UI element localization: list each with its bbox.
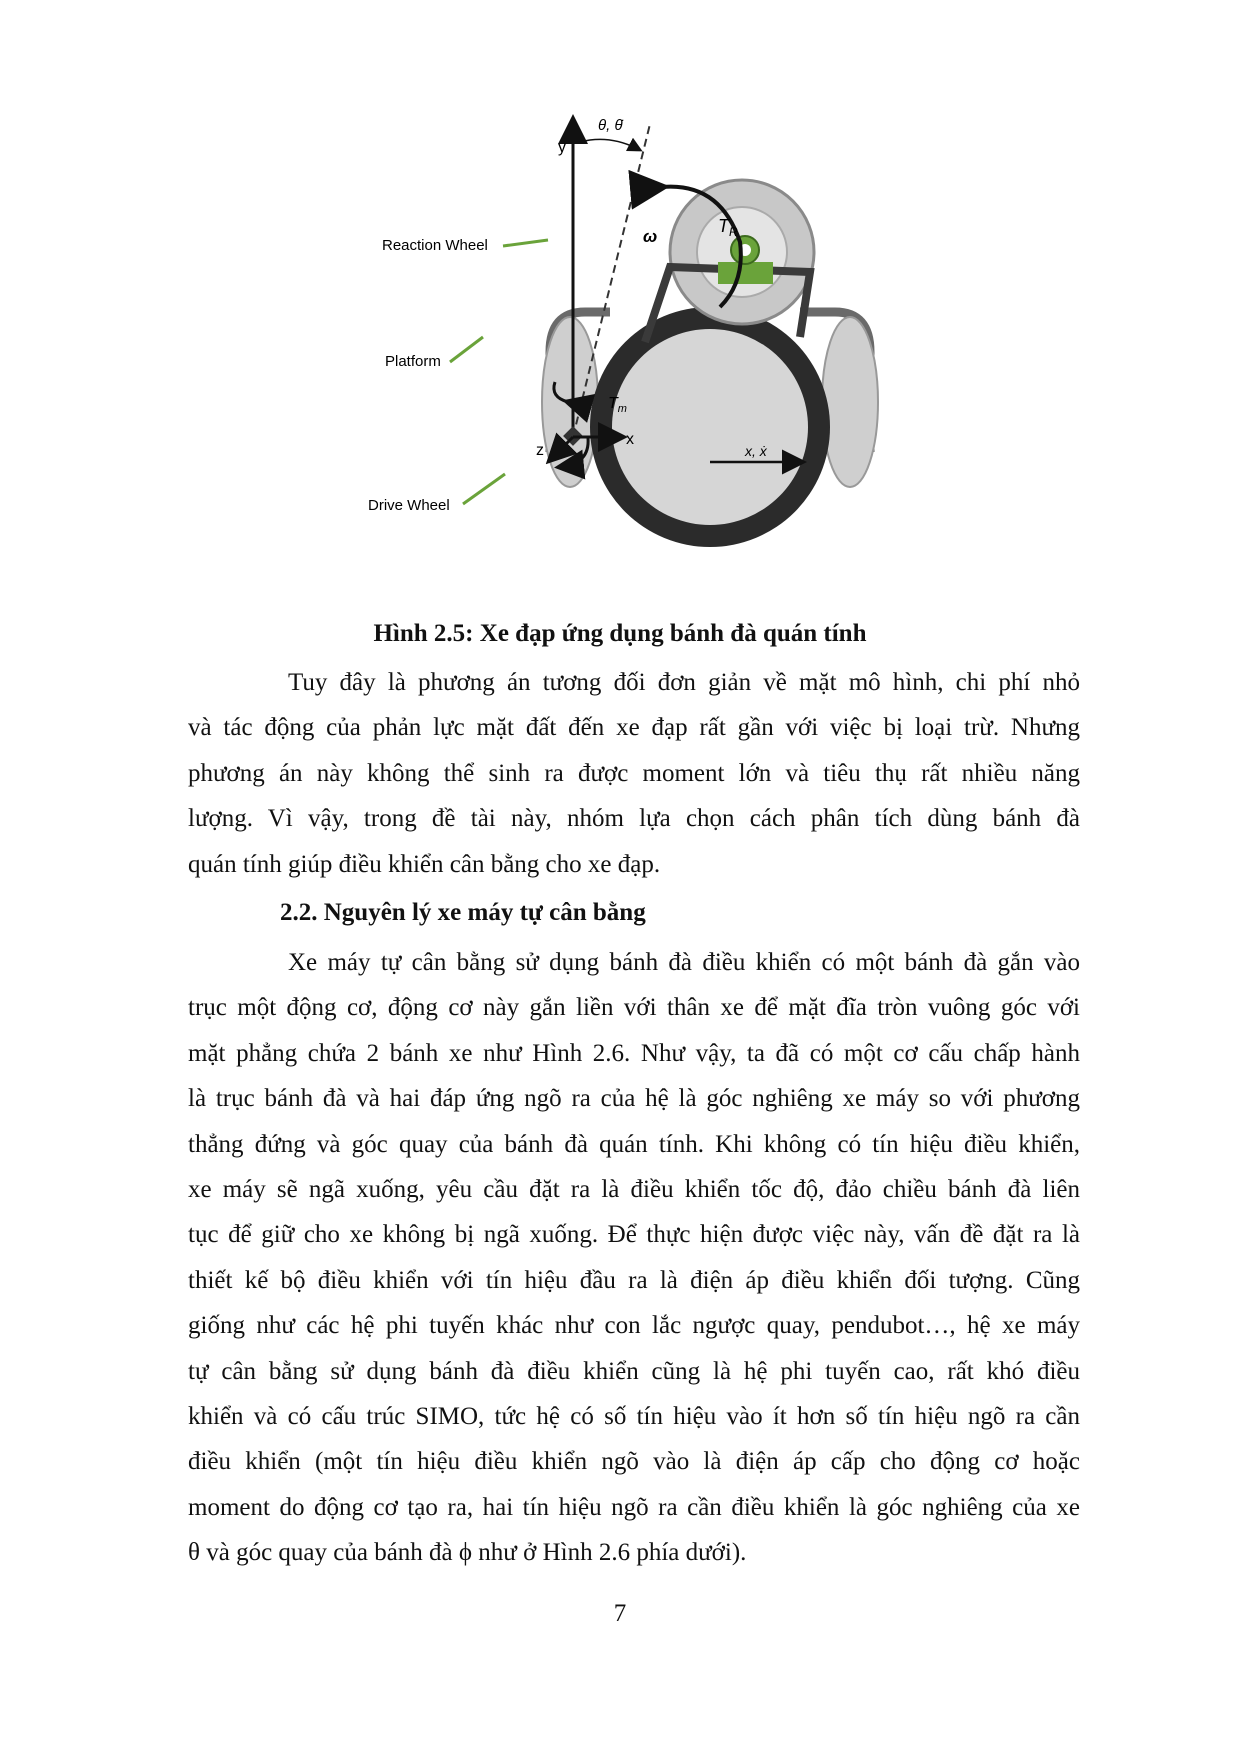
drive-wheel-hub bbox=[612, 329, 808, 525]
paragraph-2-line: khiển và có cấu trúc SIMO, tức hệ có số tín hiệu vào ít hơn số tín hiệu ngõ ra cần bbox=[188, 1403, 1080, 1431]
paragraph-2-line: thiết kế bộ điều khiển với tín hiệu đầu ra là điện áp điều khiển đối tượng. Cũng bbox=[188, 1266, 1080, 1294]
paragraph-1-line: Tuy đây là phương án tương đối đơn giản về mặt mô hình, chi phí nhỏ bbox=[288, 669, 1080, 696]
y-axis-label: y bbox=[558, 139, 566, 156]
omega-label: ω bbox=[643, 227, 658, 246]
paragraph-2-line: điều khiển (một tín hiệu điều khiển ngõ vào là điện áp cấp cho động cơ hoặc bbox=[188, 1448, 1080, 1476]
paragraph-1-line: và tác động của phản lực mặt đất đến xe đạp rất gần với việc bị loại trừ. Nhưng bbox=[188, 714, 1080, 742]
drive-wheel-label: Drive Wheel bbox=[368, 497, 450, 514]
side-roller-left bbox=[542, 317, 598, 487]
ground-x-label: x, ẋ bbox=[745, 443, 767, 459]
paragraph-2-line: trục một động cơ, động cơ này gắn liền với thân xe để mặt đĩa tròn vuông góc với bbox=[188, 994, 1080, 1022]
side-roller-right bbox=[822, 317, 878, 487]
platform-leader bbox=[450, 337, 483, 362]
figure-caption: Hình 2.5: Xe đạp ứng dụng bánh đà quán tính bbox=[373, 620, 867, 647]
paragraph-2-line: là trục bánh đà và hai đáp ứng ngõ ra của hệ là góc nghiêng xe máy so với phương bbox=[188, 1085, 1080, 1113]
figure-reaction-wheel-bicycle bbox=[368, 112, 920, 612]
page-number: 7 bbox=[613, 1600, 627, 1627]
platform-label: Platform bbox=[385, 353, 441, 370]
paragraph-2-line: moment do động cơ tạo ra, hai tín hiệu ngõ ra cần điều khiển là góc nghiêng của xe bbox=[188, 1493, 1080, 1521]
tm-label: $T_m$ bbox=[608, 395, 627, 415]
paragraph-1-line: quán tính giúp điều khiển cân bằng cho xe đạp. bbox=[188, 850, 661, 878]
paragraph-2-line: tự cân bằng sử dụng bánh đà điều khiển cũng là hệ phi tuyến cao, rất khó điều bbox=[188, 1357, 1080, 1385]
tr-label: $T_R$ bbox=[718, 216, 738, 239]
reaction-wheel-label: Reaction Wheel bbox=[382, 237, 488, 254]
theta-label: θ, θ̇ bbox=[598, 117, 623, 134]
paragraph-1-line: phương án này không thể sinh ra được moment lớn và tiêu thụ rất nhiều năng bbox=[188, 759, 1080, 787]
paragraph-2-line: giống như các hệ phi tuyến khác như con lắc ngược quay, pendubot…, hệ xe máy bbox=[188, 1312, 1080, 1340]
paragraph-2-line: mặt phẳng chứa 2 bánh xe như Hình 2.6. Như vậy, ta đã có một cơ cấu chấp hành bbox=[188, 1039, 1080, 1067]
paragraph-2-line: θ và góc quay của bánh đà ϕ như ở Hình 2.6 phía dưới). bbox=[188, 1539, 747, 1567]
motor-mount bbox=[718, 262, 773, 284]
paragraph-2-line: xe máy sẽ ngã xuống, yêu cầu đặt ra là điều khiển tốc độ, đảo chiều bánh đà liên bbox=[188, 1176, 1080, 1204]
section-heading: 2.2. Nguyên lý xe máy tự cân bằng bbox=[280, 899, 646, 926]
paragraph-2-line: thẳng đứng và góc quay của bánh đà quán tính. Khi không có tín hiệu điều khiển, bbox=[188, 1130, 1080, 1158]
paragraph-2-line: tục để giữ cho xe không bị ngã xuống. Để thực hiện được việc này, vấn đề đặt ra là bbox=[188, 1221, 1080, 1249]
drive-wheel-leader bbox=[463, 474, 505, 504]
x-axis-label: x bbox=[626, 431, 634, 448]
paragraph-1-line: lượng. Vì vậy, trong đề tài này, nhóm lựa chọn cách phân tích dùng bánh đà bbox=[188, 805, 1080, 833]
z-axis-label: z bbox=[536, 442, 544, 459]
theta-arc bbox=[580, 139, 640, 150]
reaction-wheel-diagram bbox=[368, 112, 920, 612]
paragraph-2-line: Xe máy tự cân bằng sử dụng bánh đà điều khiển có một bánh đà gắn vào bbox=[288, 949, 1080, 976]
paragraph-1 bbox=[188, 660, 1080, 887]
reaction-wheel-leader bbox=[503, 240, 548, 246]
paragraph-2 bbox=[188, 940, 1080, 1576]
